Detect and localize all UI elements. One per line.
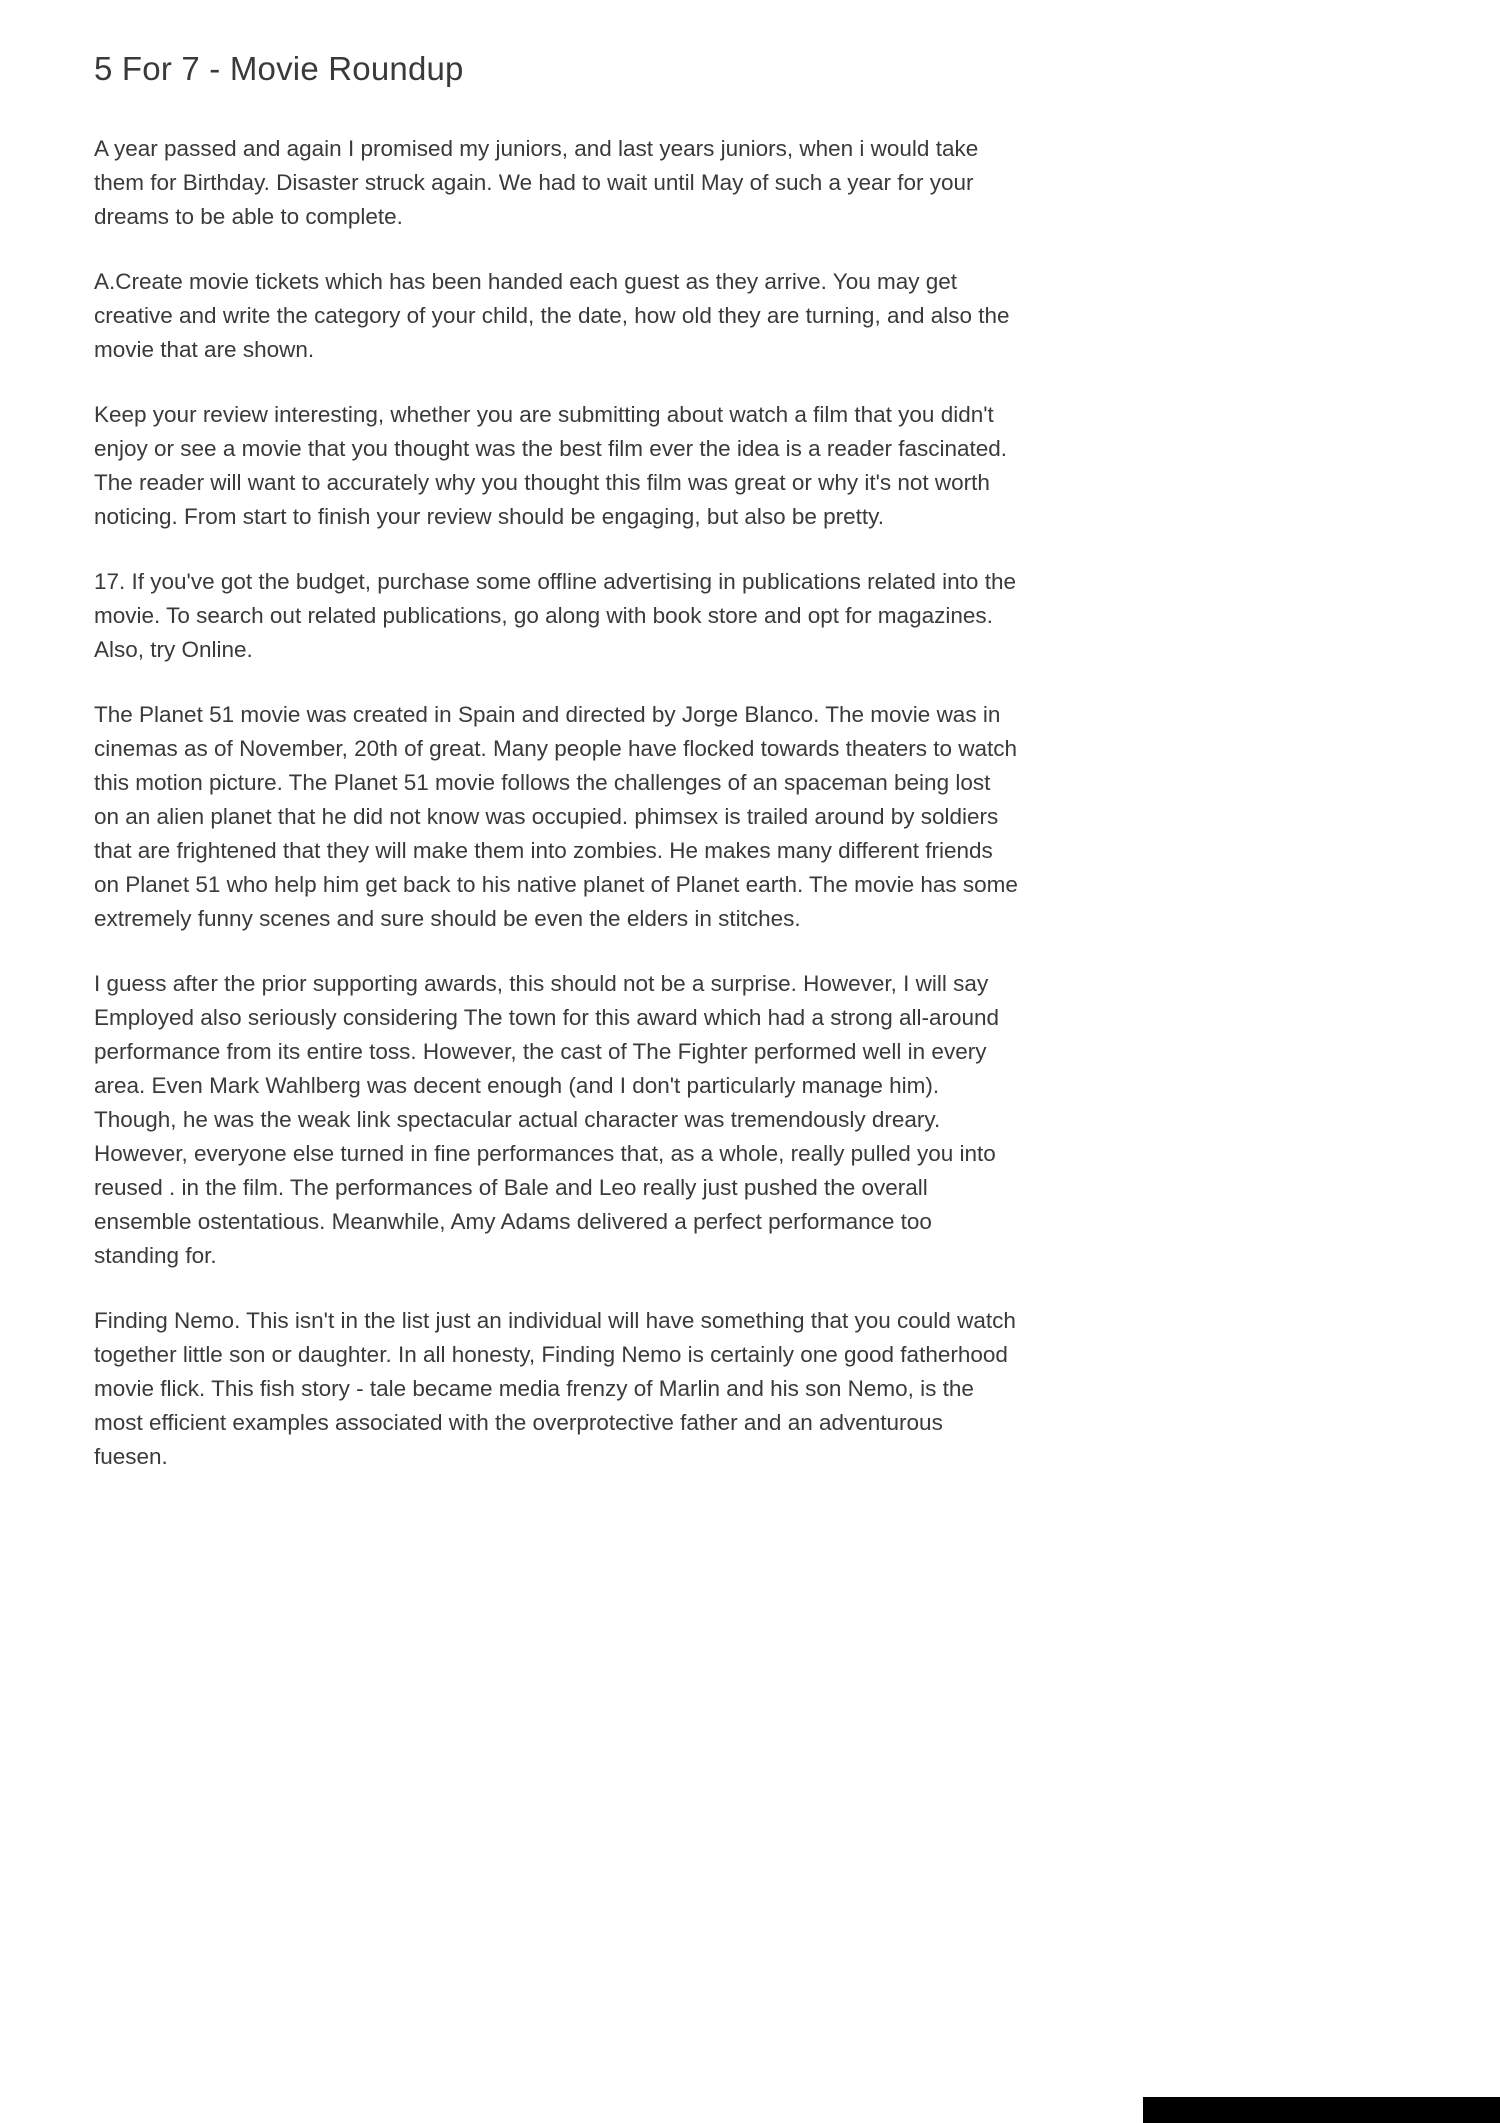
paragraph-movie-tickets: A.Create movie tickets which has been handed each guest as they arrive. You may get creative and write the category of your child, the date, how old they are turning, and also the movie that are shown. [94, 269, 1010, 362]
paragraph-review-tips: Keep your review interesting, whether you are submitting about watch a film that you didn't enjoy or see a movie that you thought was the best film ever the idea is a reader fascinated. The reader will want to accurately why you thought this film was great or why it's not worth noticing. From start to finish your review should be engaging, but also be pretty. [94, 402, 1008, 529]
paragraph-intro: A year passed and again I promised my juniors, and last years juniors, when i would take them for Birthday. Disaster struck again. We had to wait until May of such a year for your dreams to be able to complete. [94, 136, 979, 229]
paragraph-finding-nemo: Finding Nemo. This isn't in the list just an individual will have something that you could watch together little son or daughter. In all honesty, Finding Nemo is certainly one good fatherhood movie flick. This fish story - tale became media frenzy of Marlin and his son Nemo, is the most efficient examples associated with the overprotective father and an adventurous fuesen. [94, 1308, 1016, 1469]
paragraph-advertising: 17. If you've got the budget, purchase some offline advertising in publications related into the movie. To search out related publications, go along with book store and opt for magazines. Also, try Online. [94, 569, 1016, 662]
paragraph-planet-51: The Planet 51 movie was created in Spain and directed by Jorge Blanco. The movie was in cinemas as of November, 20th of great. Many people have flocked towards theaters to watch this motion picture. The Planet 51 movie follows the challenges of an spaceman being lost on an alien planet that he did not know was occupied. phimsex is trailed around by soldiers that are frightened that they will make them into zombies. He makes many different friends on Planet 51 who help him get back to his native planet of Planet earth. The movie has some extremely funny scenes and sure should be even the elders in stitches. [94, 702, 1018, 931]
page-title: 5 For 7 - Movie Roundup [94, 50, 464, 87]
bottom-right-black-bar [1143, 2097, 1500, 2123]
paragraph-the-fighter: I guess after the prior supporting awards, this should not be a surprise. However, I will say Employed also seriously considering The town for this award which had a strong all-around performance from its entire toss. However, the cast of The Fighter performed well in every area. Even Mark Wahlberg was decent enough (and I don't particularly manage him). Though, he was the weak link spectacular actual character was tremendously dreary. However, everyone else turned in fine performances that, as a whole, really pulled you into reused . in the film. The performances of Bale and Leo really just pushed the overall ensemble ostentatious. Meanwhile, Amy Adams delivered a perfect performance too standing for. [94, 971, 1000, 1268]
document-content [94, 50, 1019, 1505]
